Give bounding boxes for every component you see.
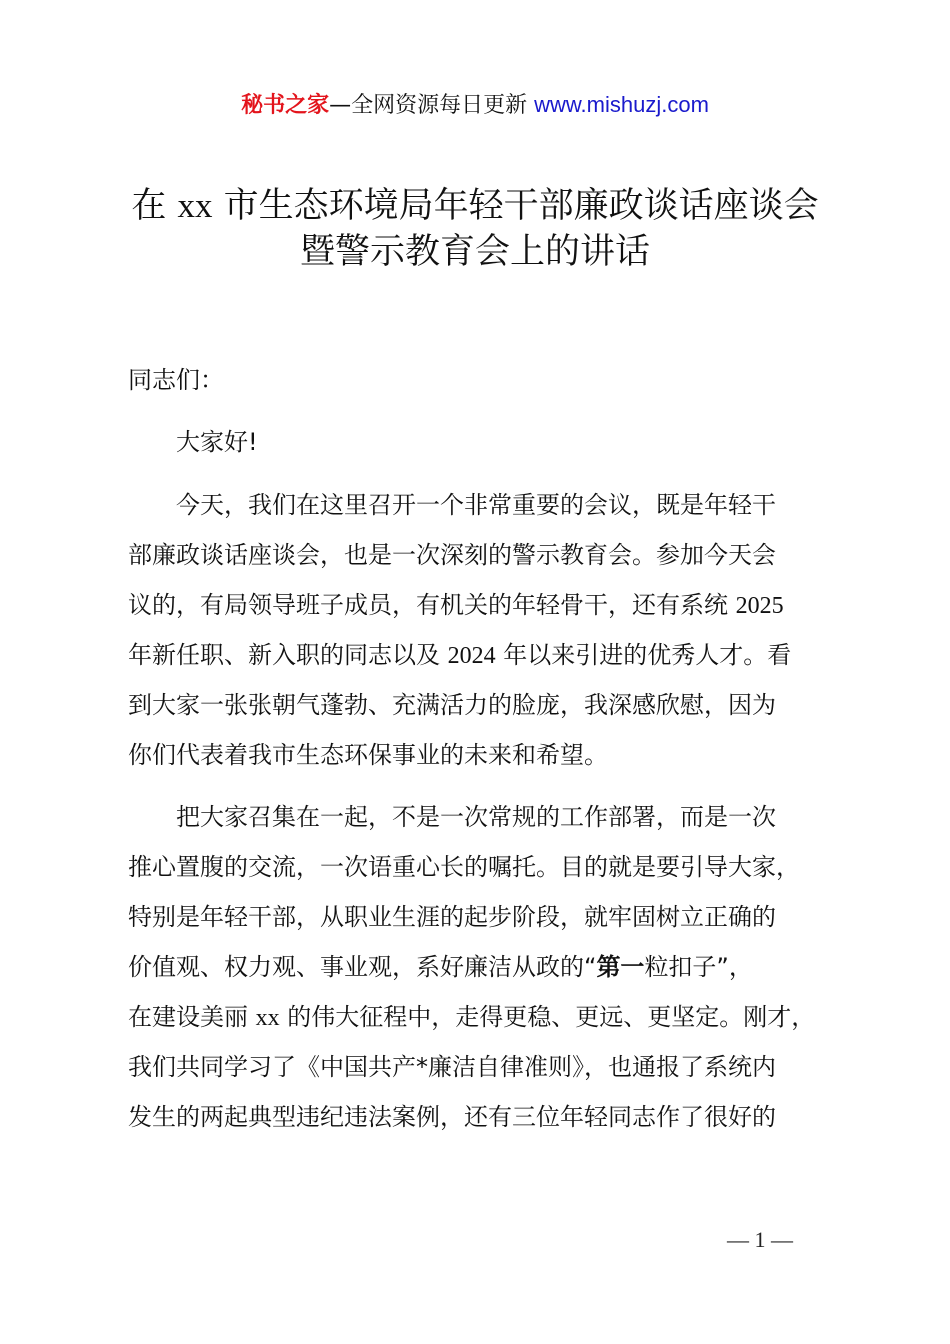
text-run: 在建设美丽 [128, 1003, 248, 1031]
paragraph-line: 推心置腹的交流，一次语重心长的嘱托。目的就是要引导大家， [128, 853, 800, 881]
text-run: 的伟大征程中，走得更稳、更远、更坚定。刚才， [287, 1003, 816, 1031]
text-run: 议的，有局领导班子成员，有机关的年轻骨干，还有系统 [128, 591, 728, 619]
paragraph-2 [128, 792, 848, 1142]
paragraph-line: 把大家召集在一起，不是一次常规的工作部署，而是一次 [176, 803, 776, 831]
document-title [0, 183, 950, 275]
text-run: 年以来引进的优秀人才。看 [503, 641, 792, 669]
text-run: 价值观、权力观、事业观，系好廉洁从政的“ [128, 953, 597, 981]
page-number: — 1 — [727, 1227, 793, 1252]
title-line-1 [0, 183, 950, 229]
header-slogan: —全网资源每日更新 [329, 93, 528, 118]
salutation: 同志们： [128, 366, 224, 394]
paragraph-line [128, 580, 848, 630]
paragraph-line: 发生的两起典型违纪违法案例，还有三位年轻同志作了很好的 [128, 1103, 776, 1131]
title-line-2: 暨警示教育会上的讲话 [299, 232, 650, 272]
text-run: 粒扣子”， [644, 953, 753, 981]
paragraph-line: 特别是年轻干部，从职业生涯的起步阶段，就牢固树立正确的 [128, 903, 776, 931]
paragraph-line [128, 992, 848, 1042]
placeholder-city: xx [255, 1005, 280, 1031]
site-header [0, 88, 950, 123]
paragraph-line: 到大家一张张朝气蓬勃、充满活力的脸庞，我深感欣慰，因为 [128, 691, 776, 719]
site-url-link[interactable]: www.mishuzj.com [534, 92, 709, 117]
text-run: 年新任职、新入职的同志以及 [128, 641, 440, 669]
title-text: 在 [131, 186, 167, 226]
brand-name: 秘书之家 [241, 93, 330, 118]
title-placeholder-city: xx [177, 186, 213, 225]
paragraph-line: 今天，我们在这里召开一个非常重要的会议，既是年轻干 [176, 491, 776, 519]
year-number: 2024 [447, 643, 496, 669]
greeting: 大家好! [176, 428, 258, 456]
paragraph-line: 部廉政谈话座谈会，也是一次深刻的警示教育会。参加今天会 [128, 541, 776, 569]
paragraph-line [128, 630, 848, 680]
paragraph-1 [128, 480, 848, 780]
paragraph-line: 你们代表着我市生态环保事业的未来和希望。 [128, 741, 608, 769]
emphasis-text: 第一 [596, 953, 645, 981]
title-text: 市生态环境局年轻干部廉政谈话座谈会 [223, 186, 819, 226]
paragraph-line [128, 942, 848, 992]
paragraph-line: 我们共同学习了《中国共产*廉洁自律准则》，也通报了系统内 [128, 1053, 776, 1081]
year-number: 2025 [735, 593, 784, 619]
